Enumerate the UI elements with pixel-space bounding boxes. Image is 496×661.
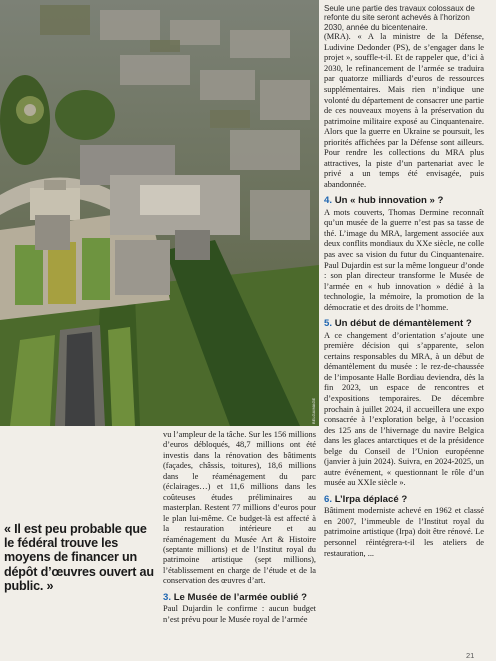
section-3-title [163,593,316,603]
aerial-photo-cinquantenaire [0,0,319,426]
middle-column [163,430,316,625]
section-6-heading: L’Irpa déplacé ? [334,493,408,505]
page-number: 21 [466,651,475,660]
section-6-title [324,495,484,505]
section-4-heading: Un « hub innovation » ? [334,195,444,207]
photo-credit: BELGAIMAGE [311,397,316,424]
section-6-number: 6. [324,493,333,505]
section-4-title [324,196,484,206]
section-5-heading: Un début de démantèlement ? [334,318,472,330]
section-5-body: A ce changement d’orientation s’ajoute une première décision qui s’apparente, selon certains responsables du MRA, à un début de démantèlement du musée : le rez-de-chaussée de l’imposante Halle Bordiau deviendra, dès la fin 2023, un espace de rencontres et d’expositions temporaires. De décembre prochain à juillet 2024, il accueillera une expo consacrée à l’exploration belge, à l’occasion des 125 ans de l’hivernage du navire Belgica dans les glaces antarctiques et de la présidence belge du Conseil de l’Union européenne (janvier à juin 2024). Suivra, en 2024-2025, un autre événement, « questionnant le rôle d’un musée au XXIe siècle ». [324,330,484,488]
middle-paragraph: vu l’ampleur de la tâche. Sur les 156 millions d’euros débloqués, 48,7 millions ont été investis dans la rénovation des bâtiments (façades, châssis, toitures), 18,6 millions dans le réaménagement du parc (éclairages…) et 11,6 millions dans les coûteuses études préliminaires au masterplan. Restent 77 millions d’euros pour le plan lui-même. Ce budget-là est affecté à la restauration intérieure et au réaménagement du Musée Art & Histoire (septante millions) et de l’Institut royal du patrimoine artistique (sept millions), l’établissement en charge de l’étude et de la conservation des œuvres d’art. [163,430,316,586]
section-5-number: 5. [324,318,333,330]
section-4-body: A mots couverts, Thomas Dermine reconnaît qu’un musée de la guerre n’est pas sa tasse de thé. L’image du MRA, largement associée aux deux conflits mondiaux du XXe siècle, ne colle pas avec sa vision du futur du Cinquantenaire. Paul Dujardin est sur la même longueur d’onde : son plan directeur transforme le Musée de l’armée en « hub innovation » dédié à la technologie, la mémoire, la promotion de la démocratie et des droits de l’homme. [324,207,484,312]
intro-paragraph: (MRA). « A la ministre de la Défense, Ludivine Dedonder (PS), de s’engager dans le projet », souffle-t-il. Et de rappeler que, d’ici à 2030, le refinancement de l’armée se traduira par quatorze milliards d’euros de ressources supplémentaires. Mais rien n’indique une volonté du département de consacrer une partie de ces nouveaux moyens à la préservation du patrimoine militaire exposé au Cinquantenaire. Alors que la guerre en Ukraine se poursuit, les priorités affichées par la Défense sont ailleurs. Pour rendre les collections du MRA plus attractives, la piste d’un partenariat avec le privé a un temps été envisagée, puis abandonnée. [324,32,484,189]
section-3-number: 3. [163,591,172,603]
pull-quote: « Il est peu probable que le fédéral trouve les moyens de financer un dépôt d’œuvres ouvert au public. » [4,522,154,593]
section-3-body: Paul Dujardin le confirme : aucun budget n’est prévu pour le Musée royal de l’armée [163,604,316,624]
section-4-number: 4. [324,195,333,207]
section-5-title [324,319,484,329]
right-column [324,4,484,559]
section-3-heading: Le Musée de l’armée oublié ? [173,591,307,603]
lead-text: Seule une partie des travaux colossaux de refonte du site seront achevés à l’horizon 2030, année du bicentenaire. [324,4,475,32]
section-6-body: Bâtiment moderniste achevé en 1962 et classé en 2007, l’immeuble de l’Institut royal du patrimoine artistique (Irpa) doit être rénové. Le personnel réintégrera-t-il les ateliers de restauration, ... [324,506,484,558]
